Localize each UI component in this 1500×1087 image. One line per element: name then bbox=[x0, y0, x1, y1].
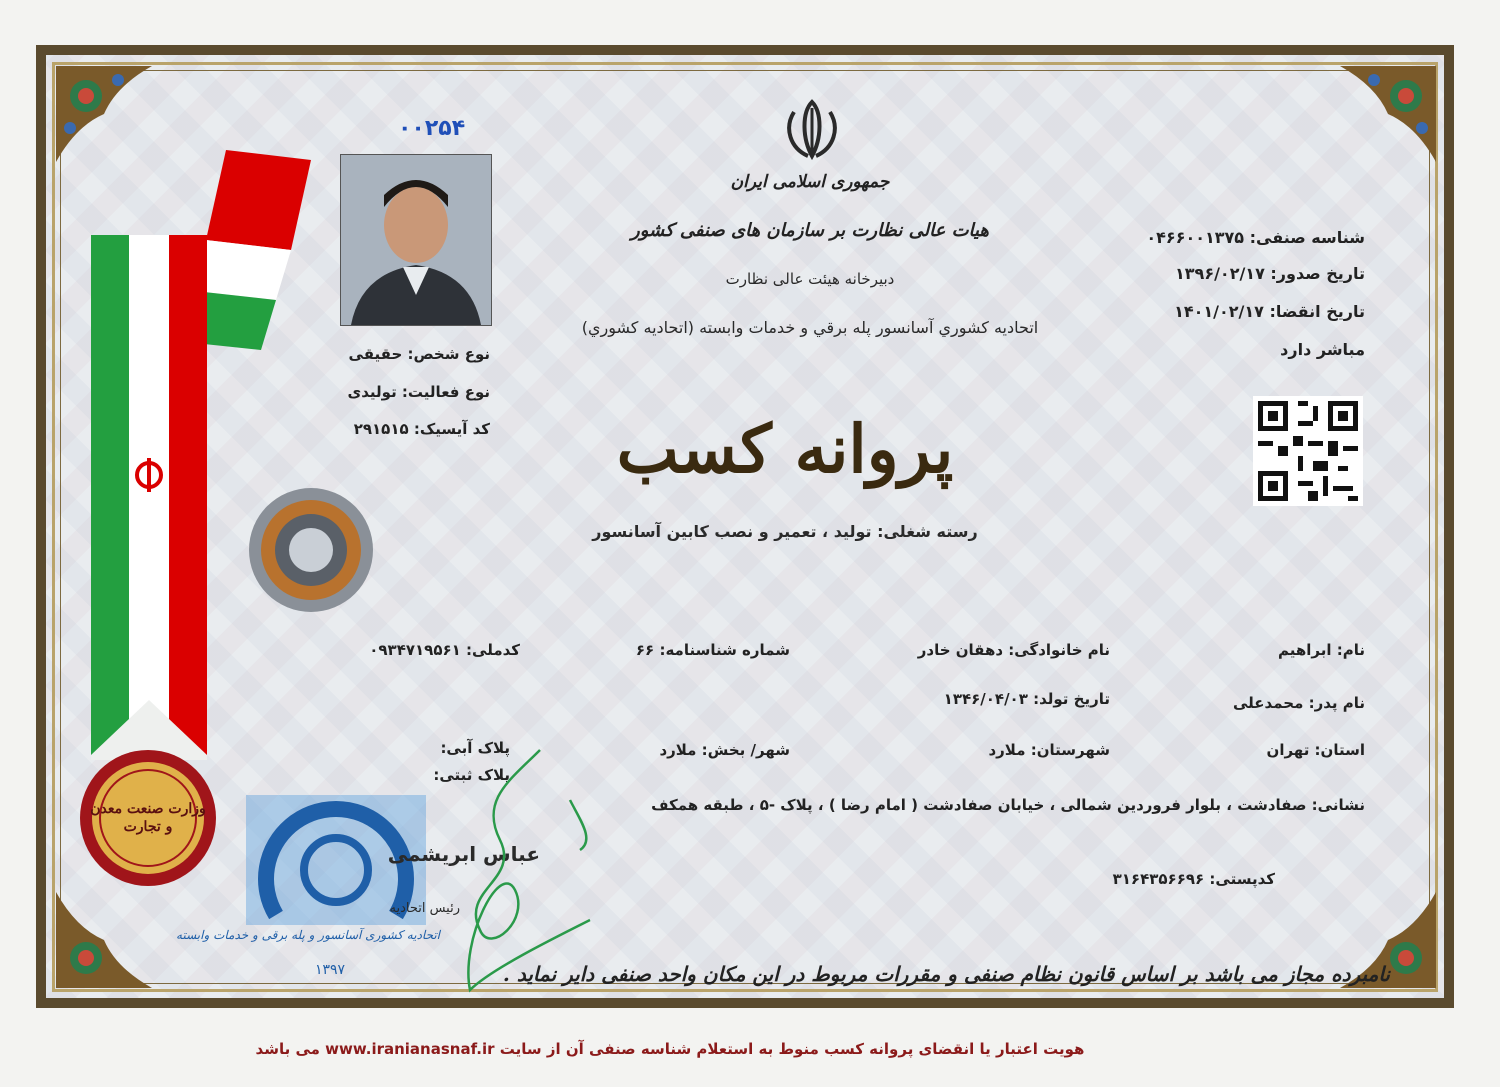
certificate-title: پروانه کسب bbox=[616, 410, 954, 488]
corner-ornament-icon bbox=[1340, 66, 1436, 162]
isic-code: کد آیسیک: ۲۹۱۵۱۵ bbox=[353, 420, 490, 438]
header-secretariat: دبیرخانه هیئت عالی نظارت bbox=[725, 270, 895, 288]
expiry-date: تاریخ انقضا: ۱۴۰۱/۰۲/۱۷ bbox=[1174, 302, 1365, 321]
medal-text: وزارت صنعت معدن و تجارت bbox=[90, 801, 206, 835]
signatory-role: رئیس اتحادیه bbox=[389, 901, 460, 916]
header-union: اتحاديه كشوري آسانسور پله برقي و خدمات وابسته (اتحاديه كشوري) bbox=[581, 318, 1039, 337]
postal-code: کدپستی: ۳۱۶۴۳۵۶۶۹۶ bbox=[1112, 870, 1275, 888]
activity-type: نوع فعالیت: تولیدی bbox=[347, 383, 490, 401]
iran-flag-ribbon-icon bbox=[86, 140, 316, 760]
id-number: شماره شناسنامه: ۶۶ bbox=[635, 641, 790, 659]
header-republic: جمهوری اسلامی ایران bbox=[730, 172, 890, 192]
qr-code-icon bbox=[1253, 396, 1363, 506]
stamp-text: اتحادیه کشوری آسانسور و پله برقی و خدمات وابسته bbox=[176, 928, 440, 942]
family-name: نام خانوادگی: دهقان خادر bbox=[917, 641, 1110, 659]
iran-emblem-icon bbox=[780, 98, 844, 162]
footer-verification-note: هویت اعتبار یا انقضای پروانه کسب منوط به استعلام شناسه صنفی آن از سایت www.iranianasnaf.ir می باشد bbox=[255, 1040, 1085, 1058]
header-board: هیات عالی نظارت بر سازمان های صنفی کشور bbox=[631, 220, 989, 241]
person-name: نام: ابراهیم bbox=[1277, 641, 1365, 659]
serial-number: ۰۰۲۵۴ bbox=[398, 116, 466, 141]
city: شهر/ بخش: ملارد bbox=[659, 741, 790, 759]
plate-registered: پلاک ثبتی: bbox=[433, 766, 510, 784]
occupation: رسته شغلی: تولید ، تعمیر و نصب کابین آسانسور bbox=[592, 522, 978, 541]
hologram-seal-icon bbox=[246, 485, 376, 615]
guild-id: شناسه صنفی: ۰۴۶۶۰۰۱۳۷۵ bbox=[1146, 228, 1365, 247]
county: شهرستان: ملارد bbox=[988, 741, 1110, 759]
province: استان: تهران bbox=[1266, 741, 1365, 759]
holder-photo bbox=[340, 154, 492, 326]
handwritten-signature-icon bbox=[420, 740, 610, 1000]
plate-blue: پلاک آبی: bbox=[440, 739, 510, 757]
address: نشانی: صفادشت ، بلوار فروردین شمالی ، خیابان صفادشت ( امام رضا ) ، پلاک -۵ ، طبقه همکف bbox=[651, 796, 1365, 814]
person-type: نوع شخص: حقیقی bbox=[348, 345, 490, 363]
national-code: کدملی: ۰۹۳۴۷۱۹۵۶۱ bbox=[369, 641, 520, 659]
legal-notice: نامبرده مجاز می باشد بر اساس قانون نظام صنفی و مقررات مربوط در این مکان واحد صنفی دایر نماید . bbox=[502, 962, 1390, 986]
manager-status: مباشر دارد bbox=[1280, 340, 1365, 359]
signatory-name: عباس ابریشمی bbox=[387, 842, 540, 866]
corner-ornament-icon bbox=[56, 892, 152, 988]
stamp-year: ۱۳۹۷ bbox=[314, 962, 346, 978]
father-name: نام پدر: محمدعلی bbox=[1233, 694, 1365, 712]
issue-date: تاریخ صدور: ۱۳۹۶/۰۲/۱۷ bbox=[1175, 264, 1365, 283]
birth-date: تاریخ تولد: ۱۳۴۶/۰۴/۰۳ bbox=[943, 690, 1110, 708]
